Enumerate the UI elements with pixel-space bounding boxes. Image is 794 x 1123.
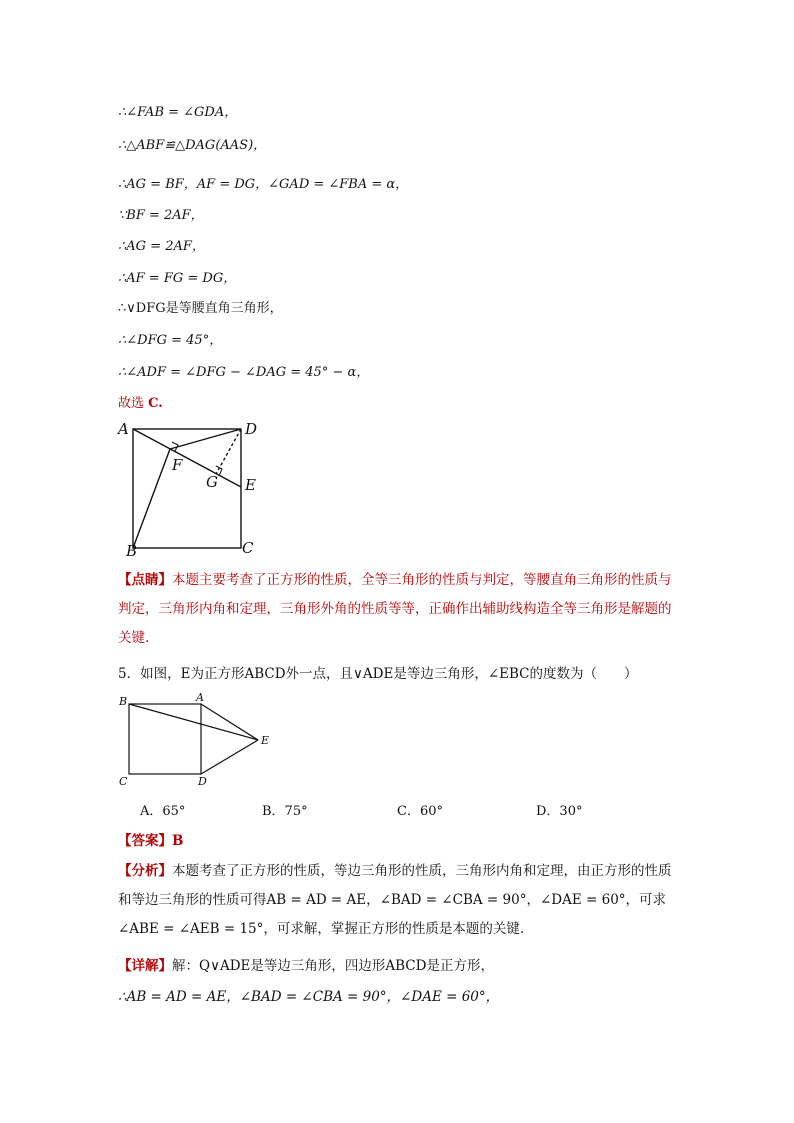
fig2-label-a: A bbox=[196, 691, 204, 704]
solution-line-1: ∴∠FAB = ∠GDA， bbox=[118, 105, 238, 120]
solution-line-3: ∴AG = BF，AF = DG，∠GAD = ∠FBA = α， bbox=[118, 177, 409, 192]
option-c: C．60° bbox=[397, 804, 443, 819]
fig1-label-b: B bbox=[126, 542, 138, 560]
detail-line-2: ∴AB = AD = AE，∠BAD = ∠CBA = 90°，∠DAE = 60°， bbox=[118, 989, 500, 1005]
solution-line-4: ∵BF = 2AF， bbox=[118, 208, 204, 223]
dianjing-paragraph bbox=[118, 566, 680, 653]
answer-choice-line bbox=[118, 395, 163, 413]
analysis-paragraph bbox=[118, 857, 680, 944]
fig1-label-e: E bbox=[245, 476, 256, 494]
segment-be-2 bbox=[129, 704, 258, 740]
fig1-label-d: D bbox=[245, 420, 258, 438]
fig2-label-c: C bbox=[119, 775, 128, 788]
solution-line-8: ∴∠DFG = 45°， bbox=[118, 333, 223, 348]
dianjing-text: 本题主要考查了正方形的性质，全等三角形的性质与判定，等腰直角三角形的性质与判定，三角形内角和定理，三角形外角的性质等等，正确作出辅助线构造全等三角形是解题的关键. bbox=[118, 572, 672, 646]
geometry-figure-square-equilateral bbox=[112, 690, 282, 792]
segment-bf bbox=[133, 449, 170, 548]
fig2-label-d: D bbox=[198, 775, 207, 788]
fig2-label-e: E bbox=[261, 734, 270, 747]
answer-tag: 【答案】 bbox=[118, 833, 172, 849]
solution-line-7: ∴∨DFG是等腰直角三角形， bbox=[118, 301, 283, 316]
square-outline bbox=[133, 429, 241, 548]
detail-text: 解：Q∨ADE是等边三角形，四边形ABCD是正方形， bbox=[172, 958, 494, 974]
segment-dg-dashed bbox=[216, 429, 241, 474]
segment-fd bbox=[170, 429, 241, 449]
fig2-label-b: B bbox=[119, 695, 128, 708]
segment-de-2 bbox=[201, 740, 258, 774]
solution-line-6: ∴AF = FG = DG， bbox=[118, 271, 237, 286]
answer-choice-value: C. bbox=[148, 396, 163, 411]
fig1-label-f: F bbox=[172, 456, 183, 474]
question-5-stem: 5．如图，E为正方形ABCD外一点，且∨ADE是等边三角形，∠EBC的度数为（ ） bbox=[118, 666, 638, 682]
answer-choice-prefix: 故选 bbox=[118, 396, 145, 411]
fig1-label-a: A bbox=[118, 420, 129, 438]
answer-value: B bbox=[172, 833, 184, 849]
dianjing-tag: 【点睛】 bbox=[118, 572, 172, 588]
geometry-figure-square-abcd bbox=[112, 416, 272, 560]
solution-line-9: ∴∠ADF = ∠DFG − ∠DAG = 45° − α， bbox=[118, 365, 370, 380]
analysis-text: 本题考查了正方形的性质，等边三角形的性质，三角形内角和定理，由正方形的性质和等边三角形的性质可得AB = AD = AE，∠BAD = ∠CBA = 90°，∠DAE = 60°，可求∠ABE = ∠AEB = 15°，可求解，掌握正方形的性质是本题的关键. bbox=[118, 863, 672, 937]
detail-line-1 bbox=[118, 957, 494, 975]
option-d: D．30° bbox=[536, 804, 583, 819]
detail-tag: 【详解】 bbox=[118, 958, 172, 974]
solution-line-5: ∴AG = 2AF， bbox=[118, 239, 205, 254]
option-a: A．65° bbox=[140, 804, 186, 819]
analysis-tag: 【分析】 bbox=[118, 863, 172, 879]
fig1-label-c: C bbox=[242, 539, 254, 557]
segment-ae-2 bbox=[201, 704, 258, 740]
option-b: B．75° bbox=[262, 804, 308, 819]
answer-line bbox=[118, 832, 183, 850]
solution-line-2: ∴△ABF≌△DAG(AAS)， bbox=[118, 138, 267, 153]
fig1-label-g: G bbox=[206, 473, 218, 491]
